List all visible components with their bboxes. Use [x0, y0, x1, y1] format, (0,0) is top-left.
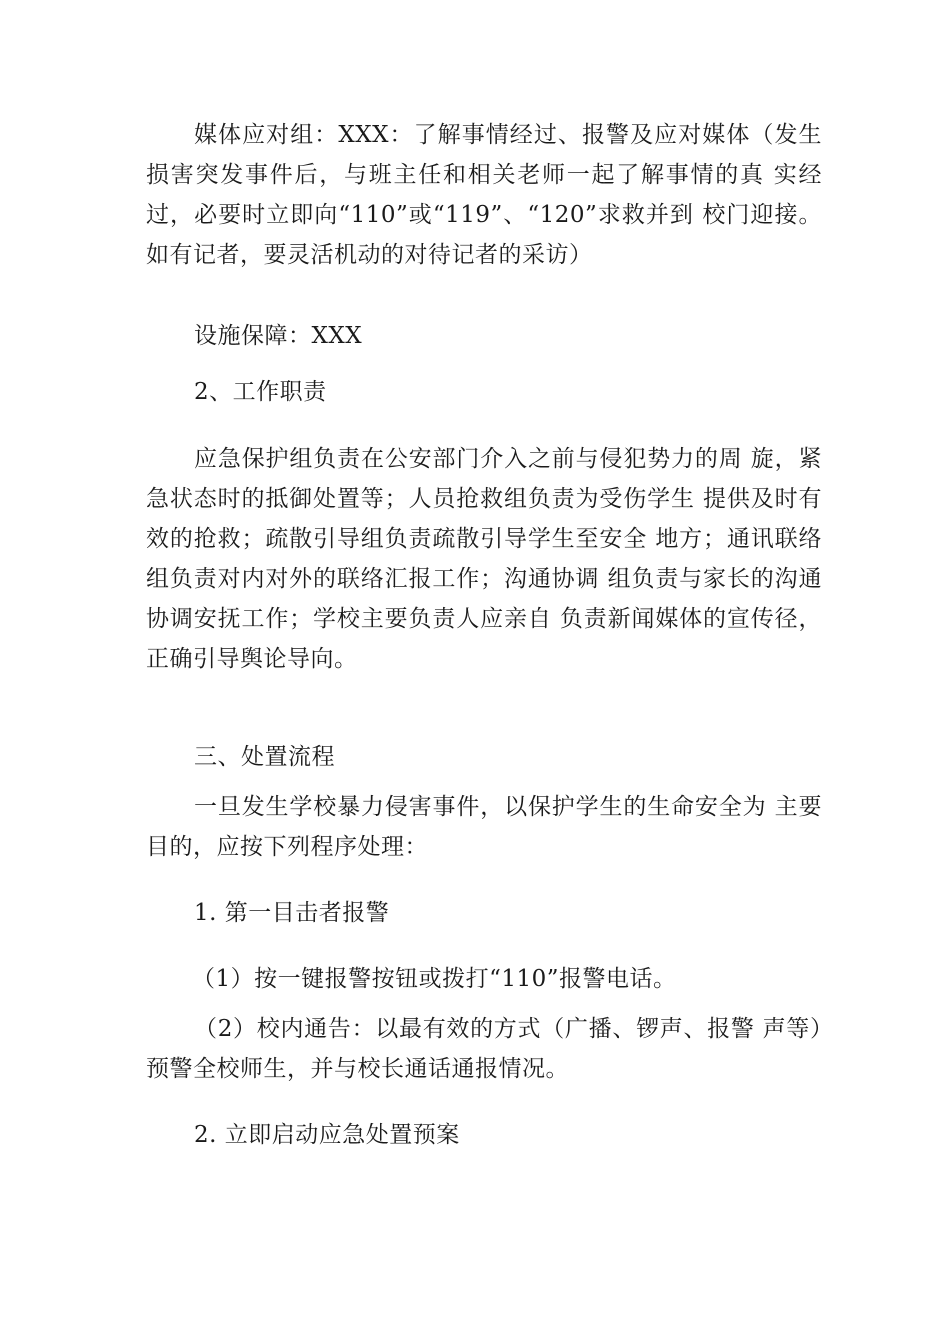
paragraph-media-group: 媒体应对组：XXX：了解事情经过、报警及应对媒体（发生损害突发事件后，与班主任和相关老师一起了解事情的真 实经过，必要时立即向“110”或“119”、“120”求救并到 校门迎接。如有记者，要灵活机动的对待记者的采访）	[146, 122, 822, 268]
paragraph-facility: 设施保障：XXX	[194, 323, 363, 349]
section-heading-duty: 2、工作职责	[194, 379, 327, 405]
section-heading-process: 三、处置流程	[194, 744, 335, 770]
paragraph-duty-body: 应急保护组负责在公安部门介入之前与侵犯势力的周 旋，紧急状态时的抵御处置等；人员抢救组负责为受伤学生 提供及时有效的抢救；疏散引导组负责疏散引导学生至安全 地方；通讯联络组负责对内对外的联络汇报工作；沟通协调 组负责与家长的沟通协调安抚工作；学校主要负责人应亲自 负责新闻媒体的宣传径，正确引导舆论导向。	[146, 446, 822, 672]
paragraph-process-intro: 一旦发生学校暴力侵害事件，以保护学生的生命安全为 主要目的，应按下列程序处理：	[146, 794, 822, 860]
step-heading-2: 2. 立即启动应急处置预案	[194, 1122, 460, 1148]
step-item-1-2: （2）校内通告：以最有效的方式（广播、锣声、报警 声等）预警全校师生，并与校长通话通报情况。	[146, 1016, 822, 1082]
step-item-1-1: （1）按一键报警按钮或拨打“110”报警电话。	[192, 966, 677, 992]
step-heading-1: 1. 第一目击者报警	[194, 900, 390, 926]
